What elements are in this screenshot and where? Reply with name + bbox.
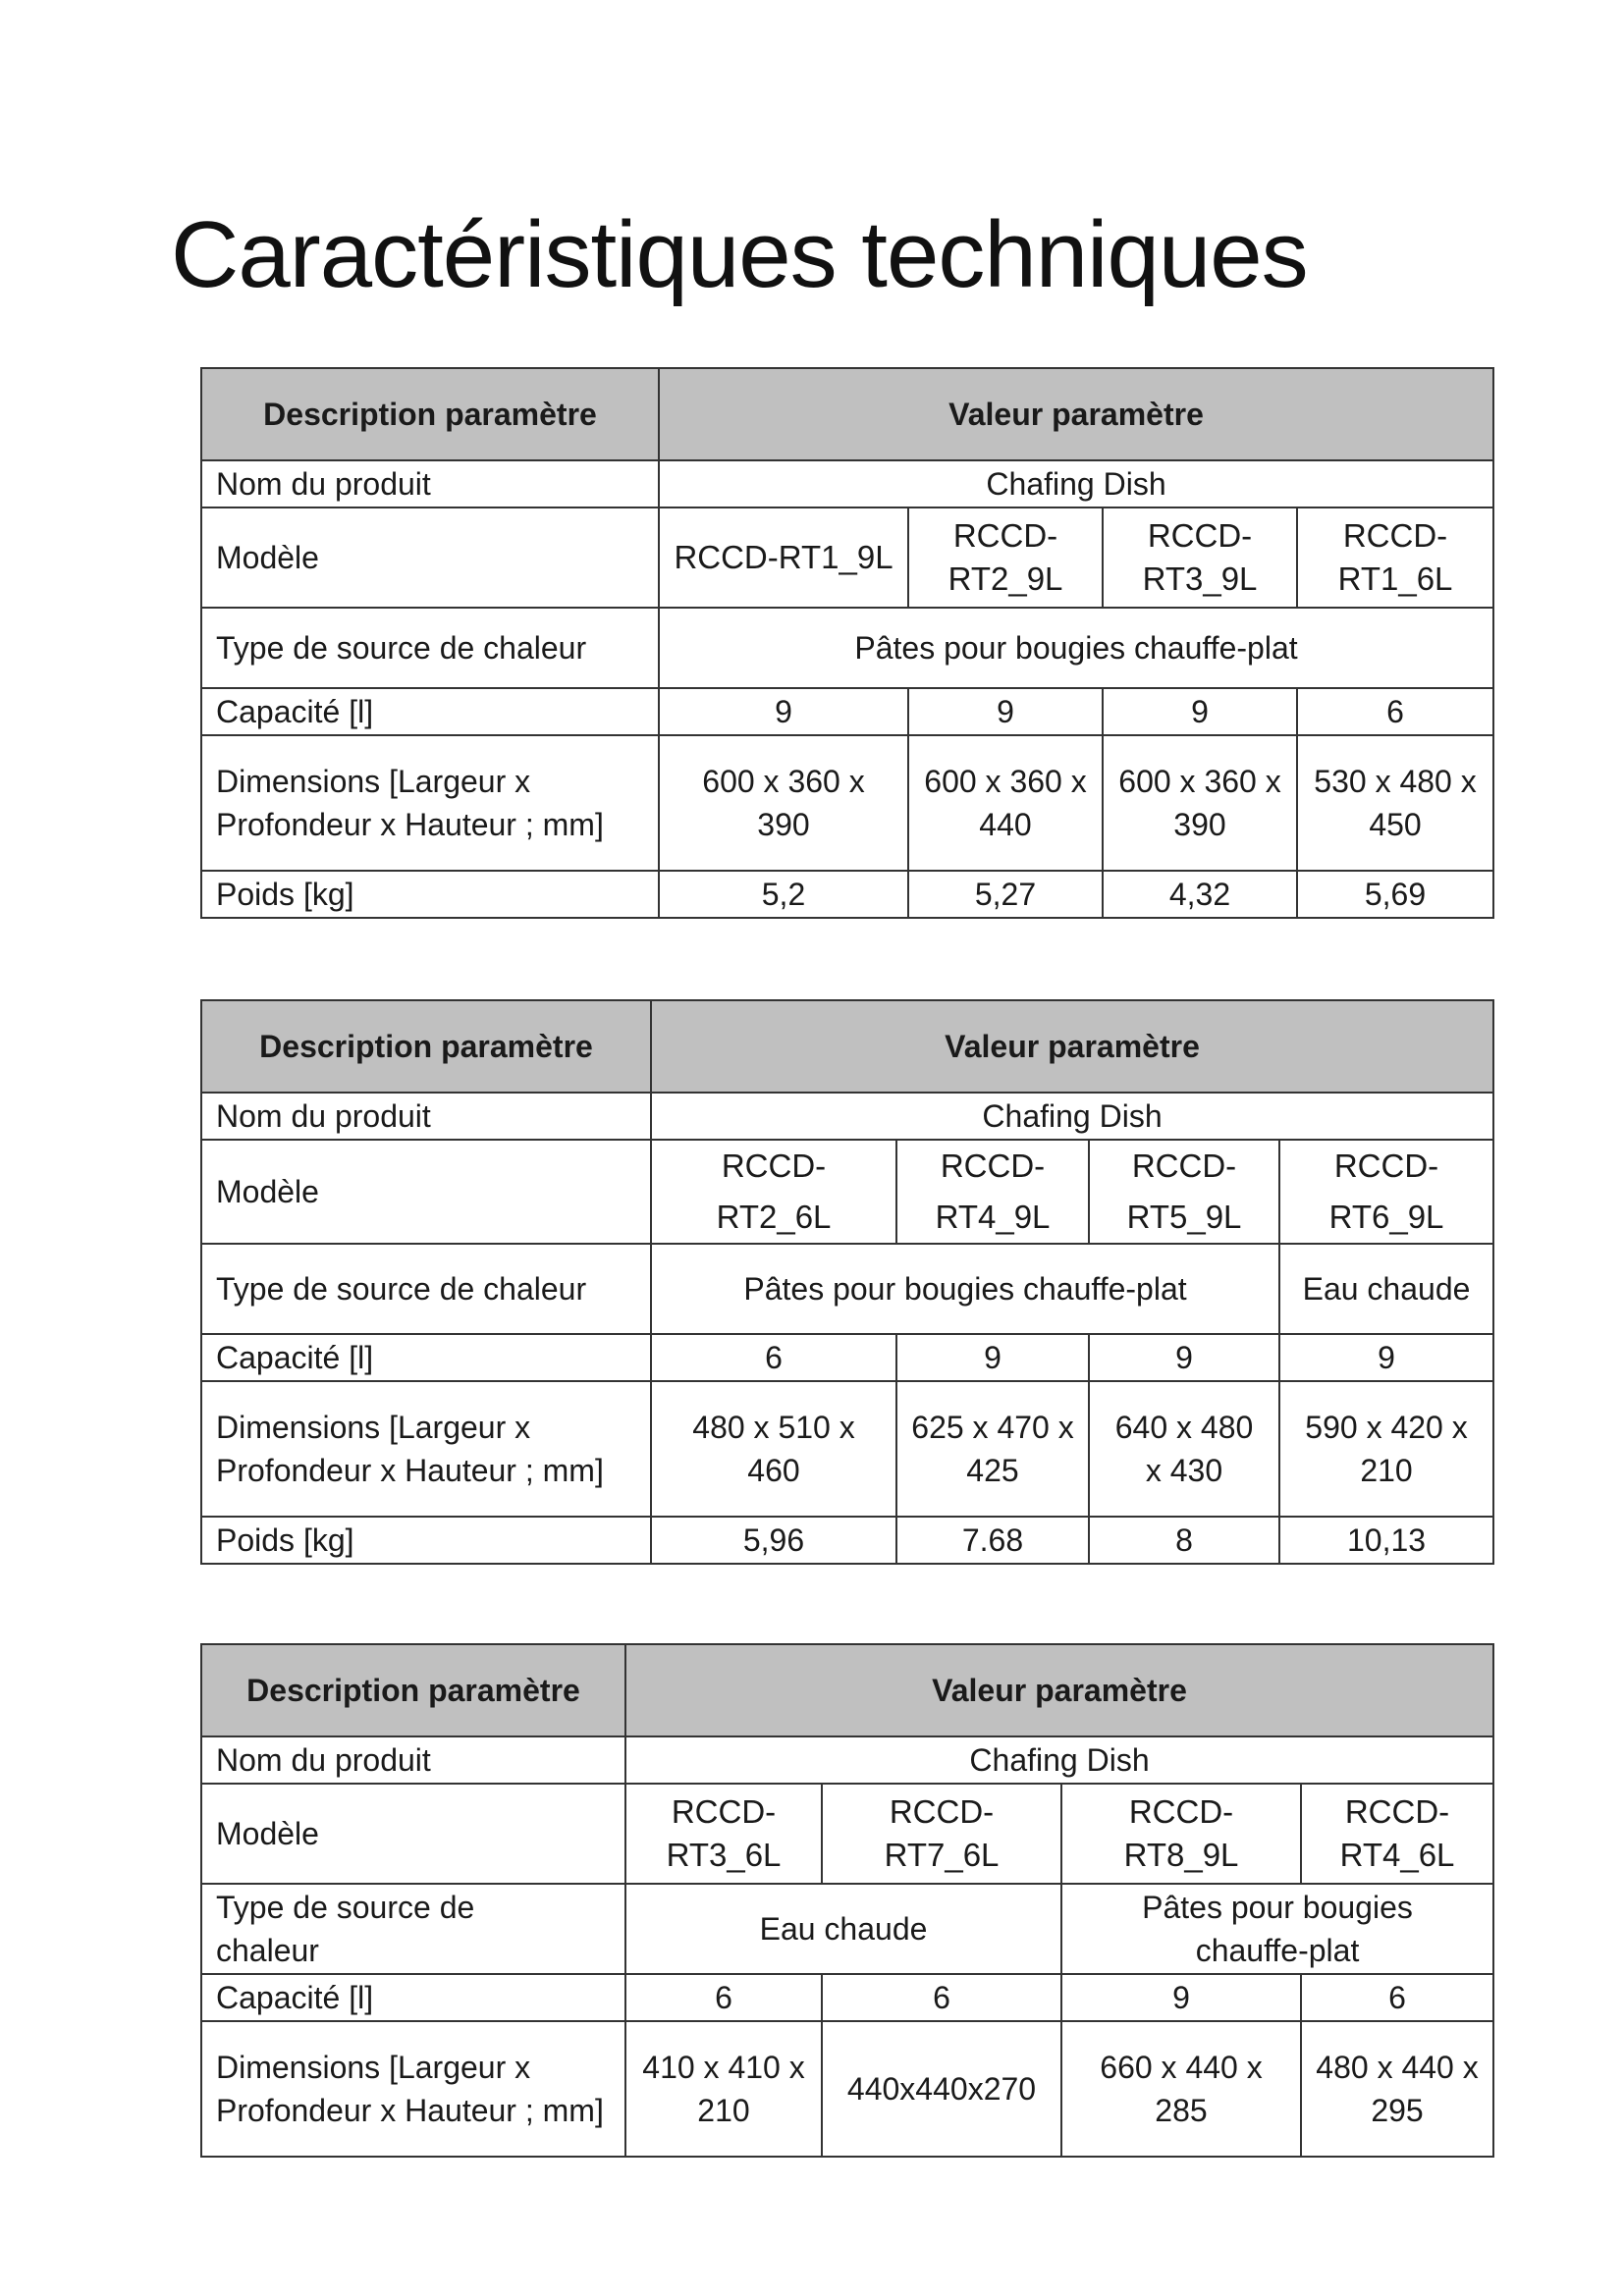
model-cell: RCCD-RT8_9L (1061, 1784, 1301, 1884)
model-cell: RCCD-RT3_9L (1103, 507, 1297, 608)
header-value: Valeur paramètre (659, 368, 1493, 460)
dimensions-label: Dimensions [Largeur x Profondeur x Hauteur ; mm] (201, 735, 659, 871)
capacity-cell: 9 (659, 688, 908, 735)
spec-table-1 (200, 367, 1494, 919)
weight-cell: 7.68 (896, 1517, 1089, 1564)
header-value: Valeur paramètre (625, 1644, 1493, 1736)
capacity-cell: 6 (1297, 688, 1493, 735)
product-name-value: Chafing Dish (625, 1736, 1493, 1784)
weight-row (201, 1517, 1493, 1564)
spec-table-3 (200, 1643, 1494, 2158)
model-cell: RCCD-RT1_9L (659, 507, 908, 608)
model-cell: RCCD-RT5_9L (1089, 1140, 1279, 1244)
heat-source-row (201, 1884, 1493, 1974)
capacity-cell: 9 (908, 688, 1103, 735)
page-title: Caractéristiques techniques (171, 202, 1308, 307)
dimensions-cell: 625 x 470 x 425 (896, 1381, 1089, 1517)
heat-source-value: Eau chaude (1279, 1244, 1493, 1334)
model-row (201, 507, 1493, 608)
capacity-cell: 6 (822, 1974, 1061, 2021)
capacity-cell: 9 (1089, 1334, 1279, 1381)
dimensions-cell: 660 x 440 x 285 (1061, 2021, 1301, 2157)
dimensions-row (201, 1381, 1493, 1517)
product-name-label: Nom du produit (201, 1093, 651, 1140)
capacity-cell: 6 (625, 1974, 822, 2021)
heat-source-row (201, 1244, 1493, 1334)
dimensions-cell: 640 x 480 x 430 (1089, 1381, 1279, 1517)
model-cell: RCCD-RT4_9L (896, 1140, 1089, 1244)
header-row (201, 1644, 1493, 1736)
capacity-cell: 6 (1301, 1974, 1493, 2021)
model-cell: RCCD-RT2_6L (651, 1140, 896, 1244)
header-row (201, 368, 1493, 460)
dimensions-label: Dimensions [Largeur x Profondeur x Hauteur ; mm] (201, 1381, 651, 1517)
header-description: Description paramètre (201, 1644, 625, 1736)
model-label: Modèle (201, 1140, 651, 1244)
dimensions-cell: 440x440x270 (822, 2021, 1061, 2157)
model-cell: RCCD-RT2_9L (908, 507, 1103, 608)
weight-cell: 5,69 (1297, 871, 1493, 918)
weight-cell: 4,32 (1103, 871, 1297, 918)
weight-cell: 10,13 (1279, 1517, 1493, 1564)
model-cell: RCCD-RT4_6L (1301, 1784, 1493, 1884)
dimensions-cell: 480 x 510 x 460 (651, 1381, 896, 1517)
dimensions-cell: 410 x 410 x 210 (625, 2021, 822, 2157)
capacity-cell: 9 (1279, 1334, 1493, 1381)
capacity-label: Capacité [l] (201, 688, 659, 735)
model-cell: RCCD-RT6_9L (1279, 1140, 1493, 1244)
dimensions-label: Dimensions [Largeur x Profondeur x Hauteur ; mm] (201, 2021, 625, 2157)
heat-source-value: Pâtes pour bougies chauffe-plat (659, 608, 1493, 688)
dimensions-cell: 530 x 480 x 450 (1297, 735, 1493, 871)
model-label: Modèle (201, 1784, 625, 1884)
weight-cell: 5,27 (908, 871, 1103, 918)
header-description: Description paramètre (201, 1000, 651, 1093)
dimensions-cell: 600 x 360 x 390 (1103, 735, 1297, 871)
dimensions-row (201, 735, 1493, 871)
product-name-row (201, 1093, 1493, 1140)
capacity-cell: 9 (1061, 1974, 1301, 2021)
weight-cell: 5,96 (651, 1517, 896, 1564)
heat-source-label: Type de source de chaleur (201, 1884, 625, 1974)
weight-label: Poids [kg] (201, 1517, 651, 1564)
heat-source-value: Eau chaude (625, 1884, 1061, 1974)
capacity-row (201, 1334, 1493, 1381)
capacity-label: Capacité [l] (201, 1334, 651, 1381)
heat-source-label: Type de source de chaleur (201, 1244, 651, 1334)
model-row (201, 1140, 1493, 1244)
capacity-cell: 9 (896, 1334, 1089, 1381)
model-cell: RCCD-RT7_6L (822, 1784, 1061, 1884)
model-label: Modèle (201, 507, 659, 608)
heat-source-row (201, 608, 1493, 688)
dimensions-row (201, 2021, 1493, 2157)
capacity-label: Capacité [l] (201, 1974, 625, 2021)
weight-row (201, 871, 1493, 918)
product-name-row (201, 1736, 1493, 1784)
capacity-cell: 6 (651, 1334, 896, 1381)
product-name-value: Chafing Dish (659, 460, 1493, 507)
dimensions-cell: 480 x 440 x 295 (1301, 2021, 1493, 2157)
weight-label: Poids [kg] (201, 871, 659, 918)
heat-source-label: Type de source de chaleur (201, 608, 659, 688)
capacity-row (201, 1974, 1493, 2021)
model-row (201, 1784, 1493, 1884)
product-name-label: Nom du produit (201, 1736, 625, 1784)
header-description: Description paramètre (201, 368, 659, 460)
heat-source-value: Pâtes pour bougies chauffe-plat (651, 1244, 1279, 1334)
weight-cell: 8 (1089, 1517, 1279, 1564)
heat-source-value: Pâtes pour bougies chauffe-plat (1061, 1884, 1493, 1974)
product-name-value: Chafing Dish (651, 1093, 1493, 1140)
dimensions-cell: 600 x 360 x 440 (908, 735, 1103, 871)
dimensions-cell: 590 x 420 x 210 (1279, 1381, 1493, 1517)
model-cell: RCCD-RT1_6L (1297, 507, 1493, 608)
dimensions-cell: 600 x 360 x 390 (659, 735, 908, 871)
capacity-row (201, 688, 1493, 735)
header-value: Valeur paramètre (651, 1000, 1493, 1093)
header-row (201, 1000, 1493, 1093)
product-name-label: Nom du produit (201, 460, 659, 507)
product-name-row (201, 460, 1493, 507)
weight-cell: 5,2 (659, 871, 908, 918)
spec-table-2 (200, 999, 1494, 1565)
model-cell: RCCD-RT3_6L (625, 1784, 822, 1884)
capacity-cell: 9 (1103, 688, 1297, 735)
